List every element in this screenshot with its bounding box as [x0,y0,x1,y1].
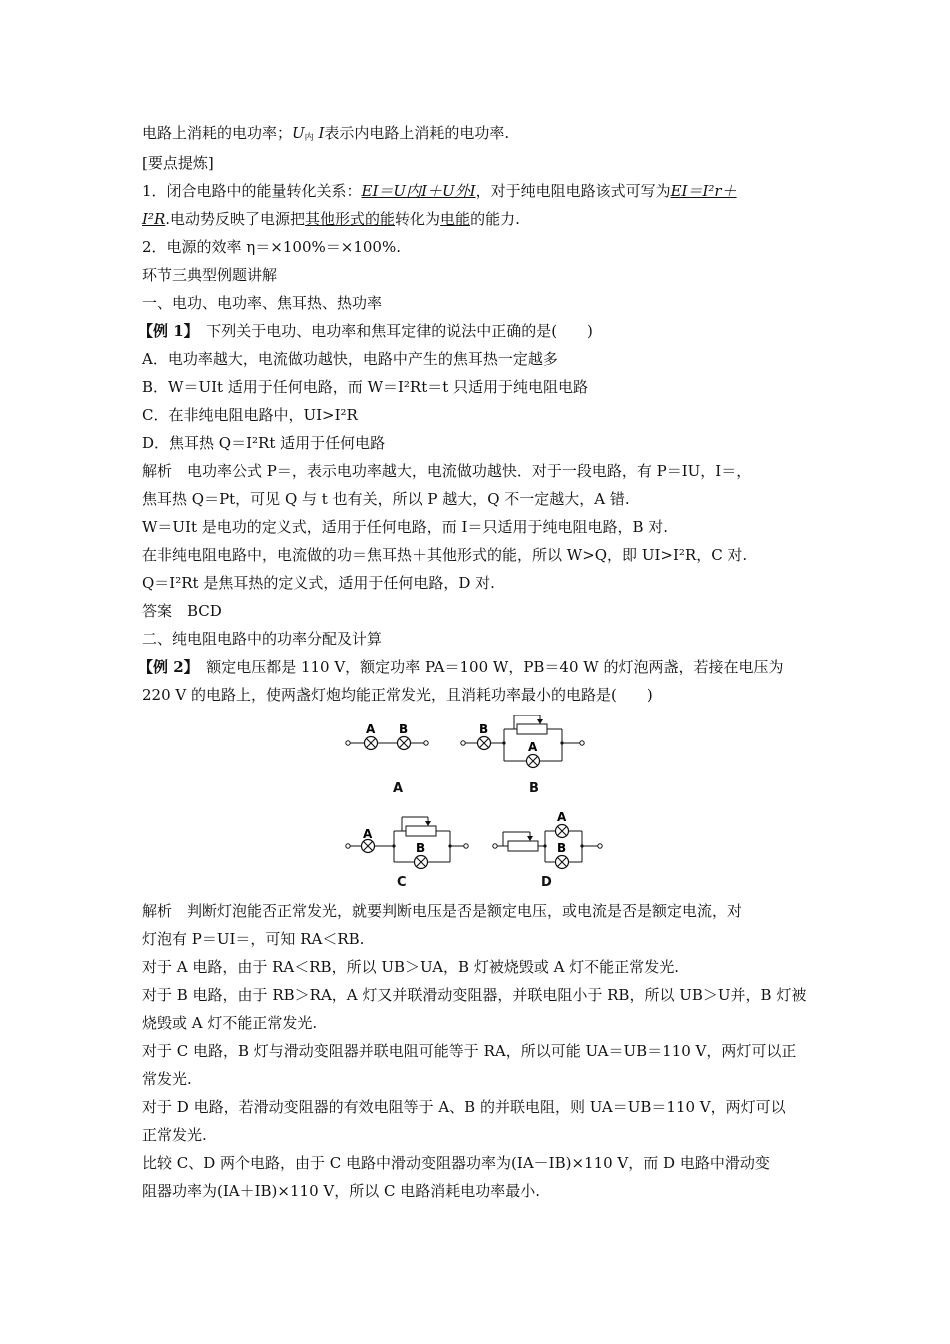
formula-pure-resistance: EI＝I²r＋ [670,182,737,200]
circuit-c-lamp-b-label: B [416,841,426,855]
caption-a: A [393,781,404,796]
intro-var-u: U [292,124,305,142]
point-1-text-c: .电动势反映了电源把 [165,210,306,228]
analysis-1-line-4: 在非纯电阻电路中，电流做的功＝焦耳热＋其他形式的能，所以 W>Q，即 UI>I²R，C 对. [142,546,748,564]
option-b: B．W＝UIt 适用于任何电路，而 W＝I²Rt＝t 只适用于纯电阻电路 [142,378,589,396]
analysis-2-line-5: 烧毁或 A 灯不能正常发光. [142,1014,318,1032]
analysis-2-line-10: 比较 C、D 两个电路，由于 C 电路中滑动变阻器功率为(IA－IB)×110 V，而 D 电路中滑动变 [142,1154,770,1172]
analysis-1-line-2: 焦耳热 Q＝Pt，可见 Q 与 t 也有关，所以 P 越大，Q 不一定越大，A 错. [142,490,630,508]
point-1-line [142,181,737,201]
circuit-a [346,722,428,750]
circuit-diagrams [340,715,610,890]
circuit-b-lamp-a-label: A [528,740,538,754]
circuit-d [493,810,602,869]
circuit-b [461,715,584,768]
analysis-2-line-11: 阻器功率为(IA＋IB)×110 V，所以 C 电路消耗电功率最小. [142,1182,540,1200]
analysis-2-line-7: 常发光. [142,1070,192,1088]
example-2-line-2: 220 V 的电路上，使两盏灯炮均能正常发光，且消耗功率最小的电路是( ) [142,686,653,704]
intro-sub: 内 [304,133,314,143]
analysis-2-line-2: 灯泡有 P＝UI＝，可知 RA＜RB. [142,930,365,948]
circuit-a-lamp-b-label: B [399,722,409,736]
analysis-1-line-3: W＝UIt 是电功的定义式，适用于任何电路，而 I＝只适用于纯电阻电路，B 对. [142,518,669,536]
example-1-tag: 【例 1】 [138,322,192,340]
circuit-a-lamp-a-label: A [366,722,376,736]
caption-b: B [529,781,539,796]
point-1-text-d: 转化为 [395,210,441,228]
answer-1: 答案 BCD [142,602,222,620]
sec1-title: 一、电功、电功率、焦耳热、热功率 [142,294,383,312]
point-1-text-e: 的能力. [470,210,520,228]
circuit-c-lamp-a-label: A [363,827,373,841]
section-title: 环节三典型例题讲解 [142,266,278,284]
intro-line [142,123,509,148]
analysis-2-line-3: 对于 A 电路，由于 RA＜RB，所以 UB＞UA，B 灯被烧毁或 A 灯不能正常发光. [142,958,679,976]
analysis-2-line-8: 对于 D 电路，若滑动变阻器的有效电阻等于 A、B 的并联电阻，则 UA＝UB＝110 V，两灯可以 [142,1098,786,1116]
example-2-text: 额定电压都是 110 V，额定功率 PA＝100 W，PB＝40 W 的灯泡两盏，若接在电压为 [206,658,784,676]
option-a: A．电功率越大，电流做功越快，电路中产生的焦耳热一定越多 [142,350,558,368]
formula-pure-resistance-end: I²R [142,210,166,228]
circuit-c [346,817,468,869]
analysis-2-line-9: 正常发光. [142,1126,207,1144]
point-1-text: 1．闭合电路中的能量转化关系： [142,182,362,200]
analysis-2-line-6: 对于 C 电路，B 灯与滑动变阻器并联电阻可能等于 RA，所以可能 UA＝UB＝110 V，两灯可以正 [142,1042,797,1060]
sec2-title: 二、纯电阻电路中的功率分配及计算 [142,630,383,648]
intro-text-end: 表示内电路上消耗的电功率. [324,124,510,142]
intro-text: 电路上消耗的电功率； [142,124,293,142]
analysis-1-line-1: 解析 电功率公式 P＝，表示电功率越大，电流做功越快．对于一段电路，有 P＝IU，I＝， [142,462,752,480]
caption-d: D [541,875,552,890]
circuit-d-lamp-b-label: B [557,841,567,855]
point-1-line-2 [142,209,520,229]
caption-c: C [397,875,407,890]
analysis-2-line-4: 对于 B 电路，由于 RB＞RA，A 灯又并联滑动变阻器，并联电阻小于 RB，所以 UB＞U并，B 灯被 [142,986,807,1004]
underline-electric-energy: 电能 [440,210,471,228]
formula-energy: EI＝U内I＋U外I [361,182,476,200]
example-2-tag: 【例 2】 [138,658,192,676]
option-d: D．焦耳热 Q＝I²Rt 适用于任何电路 [142,434,386,452]
example-1-text: 下列关于电功、电功率和焦耳定律的说法中正确的是( ) [206,322,593,340]
example-1-line [138,321,593,341]
option-c: C．在非纯电阻电路中，UI>I²R [142,406,358,424]
circuit-b-lamp-b-label: B [479,722,489,736]
intro-var-i: I [318,124,325,142]
underline-other-energy: 其他形式的能 [305,210,396,228]
point-2-line: 2．电源的效率 η＝×100%＝×100%. [142,238,401,256]
example-2-line [138,657,783,677]
point-1-text-mid: ，对于纯电阻电路该式可写为 [475,182,671,200]
points-heading: [要点提炼] [142,154,214,172]
analysis-2-line-1: 解析 判断灯泡能否正常发光，就要判断电压是否是额定电压，或电流是否是额定电流，对 [142,902,743,920]
circuit-d-lamp-a-label: A [557,810,567,824]
circuit-figure [340,715,610,890]
analysis-1-line-5: Q＝I²Rt 是焦耳热的定义式，适用于任何电路，D 对. [142,574,495,592]
